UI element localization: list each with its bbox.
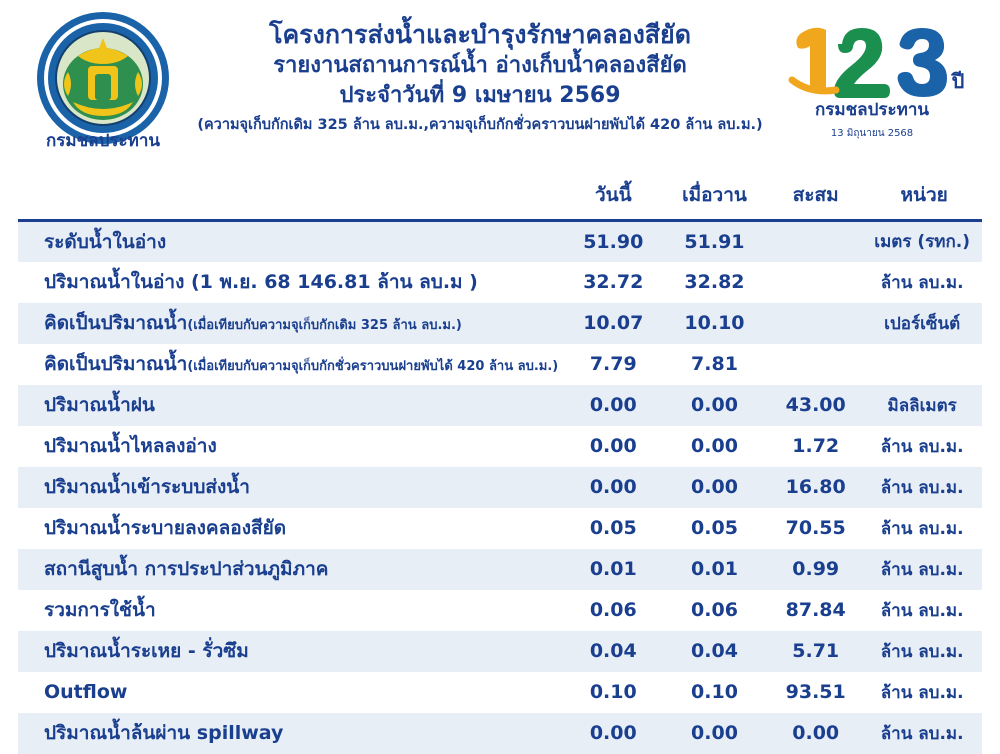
row-value-today: 0.10 <box>589 681 637 703</box>
row-label: คิดเป็นปริมาณน้ำ(เมื่อเทียบกับความจุเก็บกักเดิม 325 ล้าน ลบ.ม.) <box>44 312 462 334</box>
row-value-yesterday: 0.00 <box>691 435 738 457</box>
row-value-accumulated <box>765 221 866 262</box>
row-value-yesterday: 0.06 <box>691 599 738 621</box>
row-value-yesterday: 0.04 <box>691 640 738 662</box>
table-row <box>18 508 982 549</box>
row-value-accumulated <box>765 303 866 344</box>
table-row <box>18 262 982 303</box>
table-header-row <box>18 176 982 221</box>
row-unit: เมตร (รทก.) <box>874 232 971 253</box>
column-header-today: วันนี้ <box>563 176 664 221</box>
table-row <box>18 303 982 344</box>
row-unit: ล้าน ลบ.ม. <box>880 477 964 498</box>
row-label: คิดเป็นปริมาณน้ำ(เมื่อเทียบกับความจุเก็บกักชั่วคราวบนฝายพับได้ 420 ล้าน ลบ.ม.) <box>44 353 559 375</box>
row-value-today: 0.01 <box>589 558 637 580</box>
row-unit <box>866 344 982 385</box>
row-label: ปริมาณน้ำฝน <box>44 394 155 416</box>
row-value-yesterday: 51.91 <box>684 230 745 253</box>
row-value-today: 10.07 <box>583 312 644 334</box>
row-label: ปริมาณน้ำระบายลงคลองสียัด <box>44 517 287 539</box>
row-label: Outflow <box>44 681 128 703</box>
table-row <box>18 713 982 754</box>
column-header-yesterday: เมื่อวาน <box>664 176 765 221</box>
row-value-yesterday: 0.05 <box>691 517 738 539</box>
row-value-accumulated: 87.84 <box>785 599 846 621</box>
row-label-note: (เมื่อเทียบกับความจุเก็บกักเดิม 325 ล้าน ลบ.ม.) <box>187 318 462 333</box>
title-block <box>190 18 770 135</box>
page-title: โครงการส่งน้ำและบำรุงรักษาคลองสียัด <box>269 20 691 49</box>
row-value-yesterday: 0.01 <box>691 558 738 580</box>
anniversary-logo <box>772 18 972 158</box>
row-unit: ล้าน ลบ.ม. <box>880 436 964 457</box>
row-value-accumulated <box>765 344 866 385</box>
table-row <box>18 631 982 672</box>
row-value-today: 0.00 <box>589 476 637 498</box>
table-row <box>18 344 982 385</box>
water-situation-table-wrap <box>18 176 982 754</box>
row-value-today: 0.00 <box>589 435 637 457</box>
table-row <box>18 549 982 590</box>
table-row <box>18 221 982 262</box>
row-label: รวมการใช้น้ำ <box>44 599 156 621</box>
table-row <box>18 590 982 631</box>
page-subtitle: รายงานสถานการณ์น้ำ อ่างเก็บน้ำคลองสียัด <box>273 53 687 78</box>
row-label: ปริมาณน้ำไหลลงอ่าง <box>44 435 217 457</box>
water-situation-table <box>18 176 982 754</box>
row-label: ปริมาณน้ำในอ่าง (1 พ.ย. 68 146.81 ล้าน ลบ.ม ) <box>44 271 478 293</box>
row-unit: ล้าน ลบ.ม. <box>880 641 964 662</box>
anniversary-number-mark <box>772 18 972 100</box>
row-unit: เปอร์เซ็นต์ <box>884 313 961 334</box>
column-header-item <box>18 176 563 221</box>
row-unit: มิลลิเมตร <box>887 395 957 416</box>
table-row <box>18 385 982 426</box>
row-value-accumulated: 0.99 <box>792 558 840 580</box>
row-value-yesterday: 0.00 <box>691 722 738 744</box>
table-row <box>18 426 982 467</box>
row-value-today: 51.90 <box>583 230 644 253</box>
report-date: ประจำวันที่ 9 เมษายน 2569 <box>339 83 621 109</box>
royal-irrigation-department-emblem <box>18 6 188 166</box>
row-value-accumulated: 5.71 <box>792 640 840 662</box>
table-body <box>18 221 982 754</box>
row-label: ปริมาณน้ำระเหย - รั่วซึม <box>44 640 249 662</box>
row-value-today: 7.79 <box>589 353 637 375</box>
row-value-yesterday: 0.10 <box>691 681 738 703</box>
row-unit: ล้าน ลบ.ม. <box>880 682 964 703</box>
row-label: ระดับน้ำในอ่าง <box>44 230 167 253</box>
table-row <box>18 672 982 713</box>
row-label: สถานีสูบน้ำ การประปาส่วนภูมิภาค <box>44 558 329 580</box>
row-label-note: (เมื่อเทียบกับความจุเก็บกักชั่วคราวบนฝายพับได้ 420 ล้าน ลบ.ม.) <box>187 359 559 374</box>
row-value-today: 0.06 <box>589 599 637 621</box>
row-value-accumulated: 43.00 <box>785 394 846 416</box>
row-value-yesterday: 32.82 <box>684 271 745 293</box>
row-value-accumulated: 16.80 <box>785 476 846 498</box>
row-value-yesterday: 7.81 <box>691 353 738 375</box>
capacity-note: (ความจุเก็บกักเดิม 325 ล้าน ลบ.ม.,ความจุเก็บกักชั่วคราวบนฝายพับได้ 420 ล้าน ลบ.ม.) <box>197 117 763 134</box>
row-unit: ล้าน ลบ.ม. <box>880 518 964 539</box>
table-row <box>18 467 982 508</box>
anniversary-year-suffix: ปี <box>951 69 965 93</box>
anniversary-department-name: กรมชลประทาน <box>814 100 929 120</box>
row-value-yesterday: 0.00 <box>691 394 738 416</box>
row-unit: ล้าน ลบ.ม. <box>880 559 964 580</box>
row-value-today: 0.00 <box>589 722 637 744</box>
anniversary-date: 13 มิถุนายน 2568 <box>830 128 914 139</box>
row-value-accumulated: 0.00 <box>792 722 840 744</box>
row-value-accumulated <box>765 262 866 303</box>
row-value-today: 32.72 <box>583 271 644 293</box>
row-label: ปริมาณน้ำล้นผ่าน spillway <box>44 722 284 744</box>
row-value-accumulated: 70.55 <box>785 517 846 539</box>
row-value-today: 0.04 <box>589 640 637 662</box>
row-value-accumulated: 93.51 <box>785 681 846 703</box>
column-header-unit: หน่วย <box>866 176 982 221</box>
row-unit: ล้าน ลบ.ม. <box>880 600 964 621</box>
report-header <box>0 0 1000 172</box>
row-value-today: 0.00 <box>589 394 637 416</box>
row-unit: ล้าน ลบ.ม. <box>880 723 964 744</box>
row-value-yesterday: 0.00 <box>691 476 738 498</box>
row-value-today: 0.05 <box>589 517 637 539</box>
table-head <box>18 176 982 221</box>
row-unit: ล้าน ลบ.ม. <box>880 272 964 293</box>
emblem-caption: กรมชลประทาน <box>45 131 161 151</box>
row-value-accumulated: 1.72 <box>792 435 840 457</box>
row-value-yesterday: 10.10 <box>684 312 745 334</box>
row-label: ปริมาณน้ำเข้าระบบส่งน้ำ <box>44 476 250 498</box>
column-header-accumulated: สะสม <box>765 176 866 221</box>
